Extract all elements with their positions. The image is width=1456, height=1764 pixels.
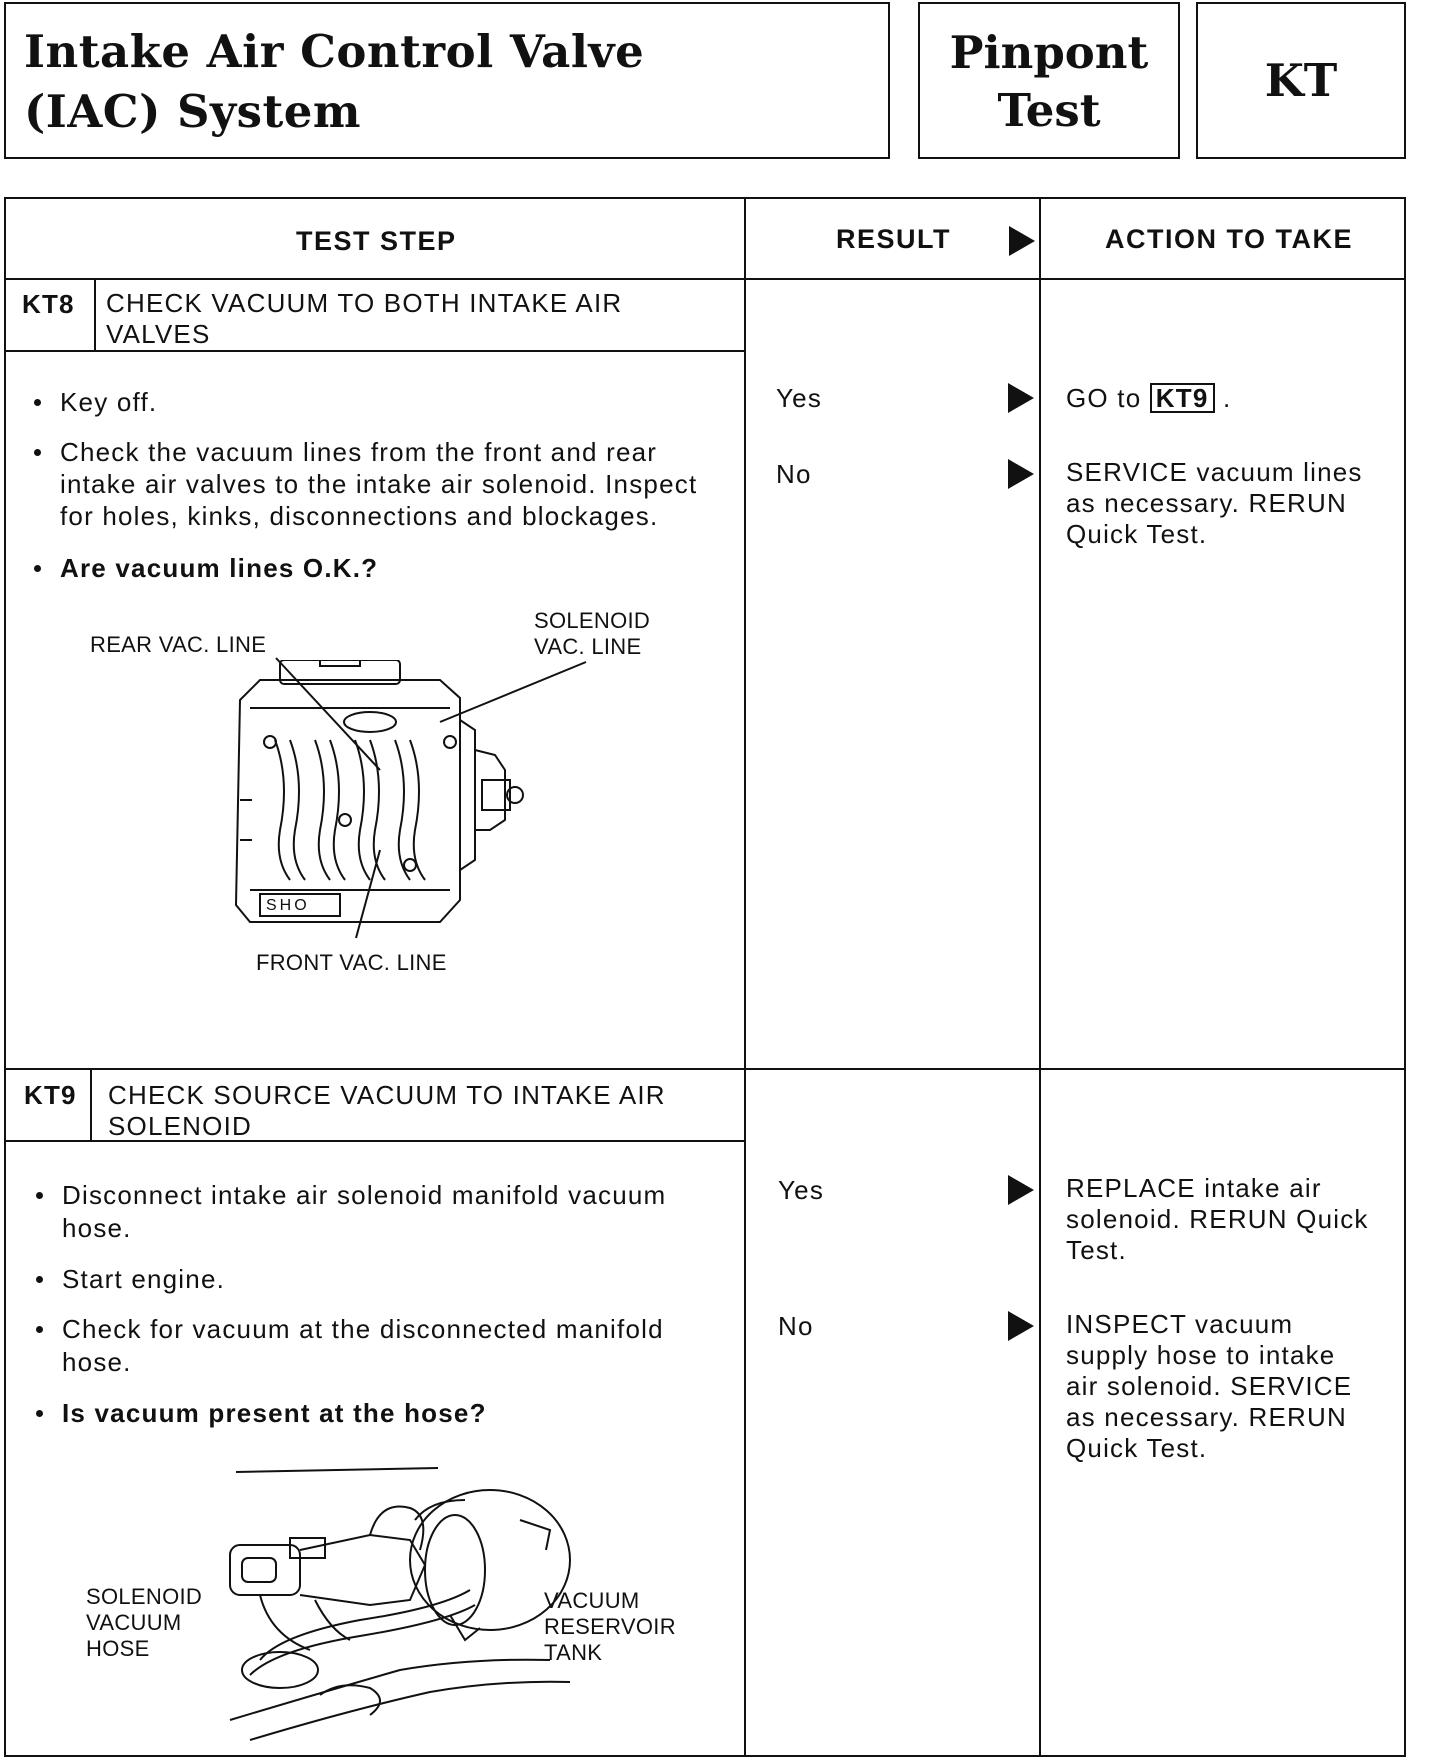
- kt8-bullet-2-cont: for holes, kinks, disconnections and blockages.: [60, 501, 659, 531]
- page-title-line-1: Intake Air Control Valve: [24, 25, 645, 78]
- kt8-no-arrow-icon: [1008, 459, 1034, 489]
- rear-vac-line-label: REAR VAC. LINE: [90, 632, 267, 657]
- col-head-action: ACTION TO TAKE: [1105, 224, 1353, 254]
- test-type-line-1: Pinpont: [949, 26, 1149, 79]
- page-title-line-2: (IAC) System: [24, 85, 362, 138]
- kt8-leader-lines: [0, 0, 760, 1000]
- solenoid-vacuum-hose-label-1: SOLENOID: [86, 1584, 203, 1609]
- bullet-icon: [36, 1276, 43, 1283]
- kt9-result-no: No: [778, 1311, 814, 1341]
- result-arrow-icon: [1009, 226, 1035, 256]
- kt9-action-yes-3: Test.: [1066, 1235, 1127, 1265]
- kt9-bullet-1-cont: hose.: [62, 1213, 132, 1243]
- kt9-action-yes-2: solenoid. RERUN Quick: [1066, 1204, 1369, 1234]
- kt8-action-no-1: SERVICE vacuum lines: [1066, 457, 1363, 487]
- col-divider-2: [1039, 197, 1041, 1757]
- kt9-bullet-2: Start engine.: [62, 1264, 226, 1294]
- kt8-bullet-1: Key off.: [60, 387, 158, 417]
- kt8-action-yes-suffix: .: [1222, 383, 1232, 413]
- kt8-bullet-2: Check the vacuum lines from the front and rear: [60, 437, 658, 467]
- col-head-test-step: TEST STEP: [296, 226, 457, 256]
- vacuum-reservoir-label-3: TANK: [544, 1640, 603, 1665]
- kt8-bullet-2-cont: intake air valves to the intake air solenoid. Inspect: [60, 469, 698, 499]
- test-code: KT: [1264, 54, 1338, 107]
- front-vac-line-label: FRONT VAC. LINE: [256, 950, 447, 975]
- kt9-action-no-1: INSPECT vacuum: [1066, 1309, 1294, 1339]
- bullet-icon: [36, 1192, 43, 1199]
- solenoid-vac-line-label-1: SOLENOID: [534, 608, 651, 633]
- kt9-action-yes-1: REPLACE intake air: [1066, 1173, 1322, 1203]
- sho-badge: SHO: [266, 897, 310, 914]
- kt9-action-no-4: as necessary. RERUN: [1066, 1402, 1347, 1432]
- kt8-result-no: No: [776, 459, 812, 489]
- kt8-result-yes: Yes: [776, 383, 823, 413]
- col-head-result: RESULT: [836, 224, 951, 254]
- kt8-question: Are vacuum lines O.K.?: [60, 553, 379, 583]
- kt9-result-yes: Yes: [778, 1175, 825, 1205]
- bullet-icon: [36, 1410, 43, 1417]
- kt8-action-yes: [1066, 382, 1231, 414]
- kt9-bullet-3: Check for vacuum at the disconnected manifold: [62, 1314, 664, 1344]
- kt9-bullet-1: Disconnect intake air solenoid manifold vacuum: [62, 1180, 667, 1210]
- kt8-step-title-2: VALVES: [106, 319, 211, 349]
- kt9-action-no-5: Quick Test.: [1066, 1433, 1208, 1463]
- kt9-yes-arrow-icon: [1008, 1175, 1034, 1205]
- solenoid-vacuum-hose-label-2: VACUUM: [86, 1610, 182, 1635]
- vacuum-reservoir-label-2: RESERVOIR: [544, 1614, 676, 1639]
- kt8-yes-arrow-icon: [1008, 383, 1034, 413]
- test-type-line-2: Test: [997, 84, 1101, 137]
- kt9-bullet-3-cont: hose.: [62, 1347, 132, 1377]
- header-code-box: [1196, 2, 1406, 159]
- kt9-action-no-2: supply hose to intake: [1066, 1340, 1336, 1370]
- step-divider: [4, 1068, 1406, 1070]
- kt8-action-no-2: as necessary. RERUN: [1066, 488, 1347, 518]
- kt9-step-id: KT9: [24, 1080, 77, 1110]
- kt8-step-id: KT8: [22, 289, 75, 319]
- kt9-step-title-2: SOLENOID: [108, 1111, 252, 1141]
- solenoid-vac-line-label-2: VAC. LINE: [534, 634, 642, 659]
- bullet-icon: [36, 1326, 43, 1333]
- kt8-action-no-3: Quick Test.: [1066, 519, 1208, 549]
- kt9-reference-link[interactable]: KT9: [1150, 383, 1215, 413]
- solenoid-vacuum-hose-label-3: HOSE: [86, 1636, 150, 1661]
- kt8-step-title-1: CHECK VACUUM TO BOTH INTAKE AIR: [106, 288, 623, 318]
- kt9-no-arrow-icon: [1008, 1311, 1034, 1341]
- kt9-id-divider: [90, 1070, 92, 1142]
- kt8-action-yes-prefix: GO to: [1066, 383, 1142, 413]
- vacuum-reservoir-label-1: VACUUM: [544, 1588, 640, 1613]
- kt9-question: Is vacuum present at the hose?: [62, 1398, 487, 1428]
- kt9-step-title-1: CHECK SOURCE VACUUM TO INTAKE AIR: [108, 1080, 666, 1110]
- header-test-type-box: [918, 2, 1180, 159]
- kt9-action-no-3: air solenoid. SERVICE: [1066, 1371, 1353, 1401]
